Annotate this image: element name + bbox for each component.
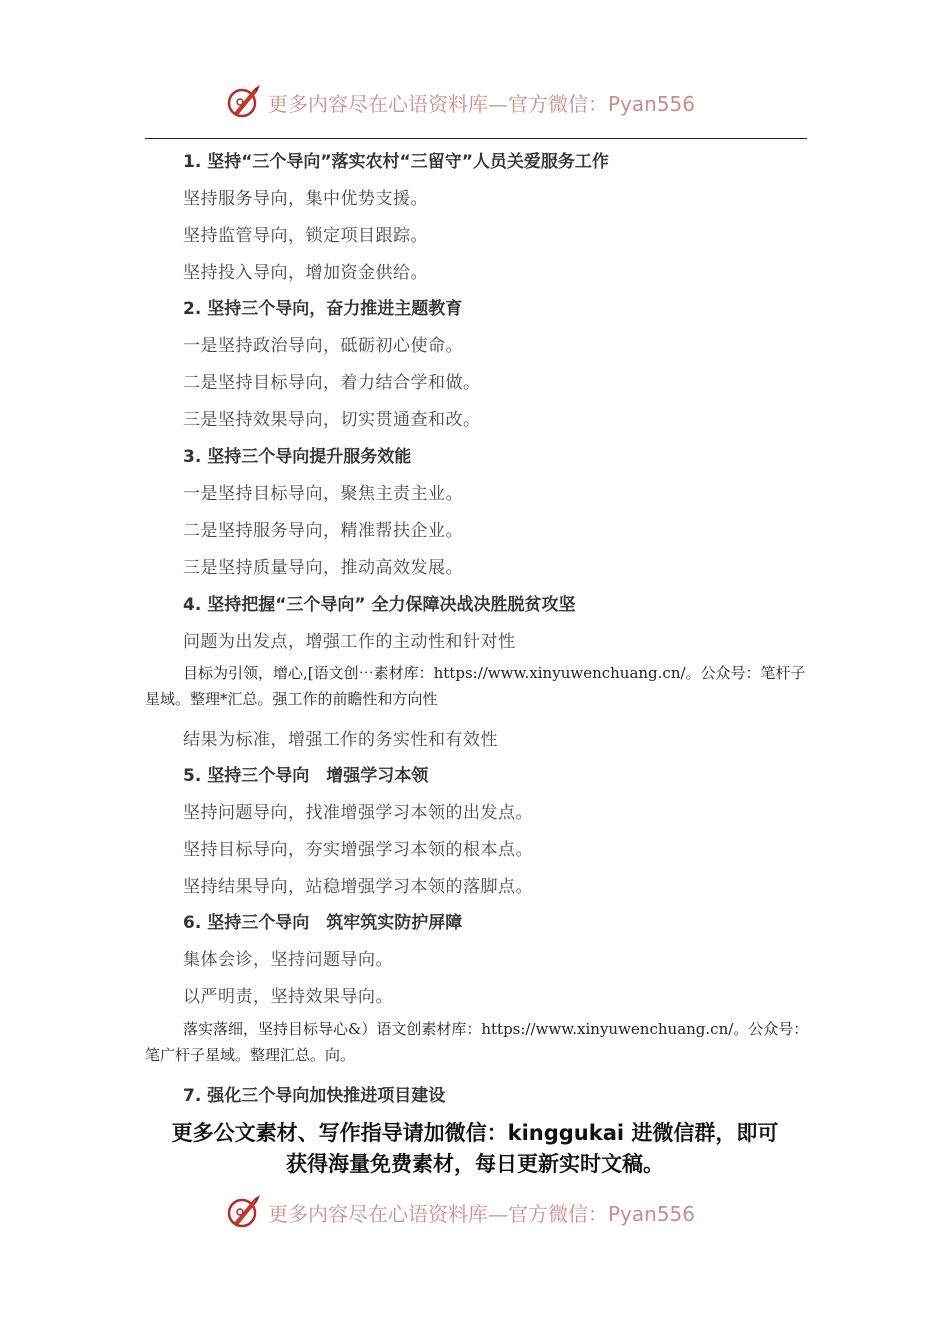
section-6-title: 6. 坚持三个导向 筑牢筑实防护屏障 [183, 913, 463, 933]
section-6-mixed-paragraph: 落实落细，坚持目标导心&）语文创素材库：https://www.xinyuwenchuang.cn/。公众号：笔广杆子星域。整理汇总。向。 [145, 1020, 809, 1064]
header-banner-text: 更多内容尽在心语资料库—官方微信：Pyan556 [268, 92, 696, 116]
section-3-line-1: 一是坚持目标导向，聚焦主责主业。 [183, 484, 463, 504]
section-6-line-1: 集体会诊，坚持问题导向。 [183, 950, 393, 970]
section-3-line-2: 二是坚持服务导向，精准帮扶企业。 [183, 521, 463, 541]
section-3-title: 3. 坚持三个导向提升服务效能 [183, 447, 412, 467]
section-1-line-2: 坚持监管导向，锁定项目跟踪。 [183, 226, 428, 246]
section-2-line-3: 三是坚持效果导向，切实贯通查和改。 [183, 410, 481, 430]
section-4-mixed-paragraph: 目标为引领，增心,[语文创⋯素材库：https://www.xinyuwenchuang.cn/。公众号：笔杆子星域。整理*汇总。强工作的前瞻性和方向性 [145, 664, 806, 708]
section-5-title: 5. 坚持三个导向 增强学习本领 [183, 766, 429, 786]
footer-banner-text: 更多内容尽在心语资料库—官方微信：Pyan556 [268, 1202, 696, 1226]
section-1-line-1: 坚持服务导向，集中优势支援。 [183, 189, 428, 209]
section-3-line-3: 三是坚持质量导向，推动高效发展。 [183, 558, 463, 578]
section-4-line-1: 问题为出发点，增强工作的主动性和针对性 [183, 632, 516, 652]
section-2-title: 2. 坚持三个导向，奋力推进主题教育 [183, 299, 463, 319]
section-1-title: 1. 坚持“三个导向”落实农村“三留守”人员关爱服务工作 [183, 152, 609, 172]
promo-line-2: 获得海量免费素材，每日更新实时文稿。 [286, 1152, 664, 1176]
section-7-title: 7. 强化三个导向加快推进项目建设 [183, 1086, 446, 1106]
section-5-line-1: 坚持问题导向，找准增强学习本领的出发点。 [183, 803, 533, 823]
section-6-line-2: 以严明责，坚持效果导向。 [183, 987, 393, 1007]
section-2-line-1: 一是坚持政治导向，砥砺初心使命。 [183, 336, 463, 356]
footer-banner [0, 1190, 950, 1234]
promo-line-1: 更多公文素材、写作指导请加微信：kinggukai 进微信群，即可 [171, 1121, 779, 1145]
section-5-line-2: 坚持目标导向，夯实增强学习本领的根本点。 [183, 840, 533, 860]
section-4-title: 4. 坚持把握“三个导向” 全力保障决战决胜脱贫攻坚 [183, 595, 576, 615]
quill-pen-logo-icon [226, 1193, 262, 1229]
section-2-line-2: 二是坚持目标导向，着力结合学和做。 [183, 373, 481, 393]
section-5-line-3: 坚持结果导向，站稳增强学习本领的落脚点。 [183, 877, 533, 897]
section-4-line-3: 结果为标准，增强工作的务实性和有效性 [183, 730, 498, 750]
promo-notice [130, 1118, 820, 1180]
section-1-line-3: 坚持投入导向，增加资金供给。 [183, 263, 428, 283]
